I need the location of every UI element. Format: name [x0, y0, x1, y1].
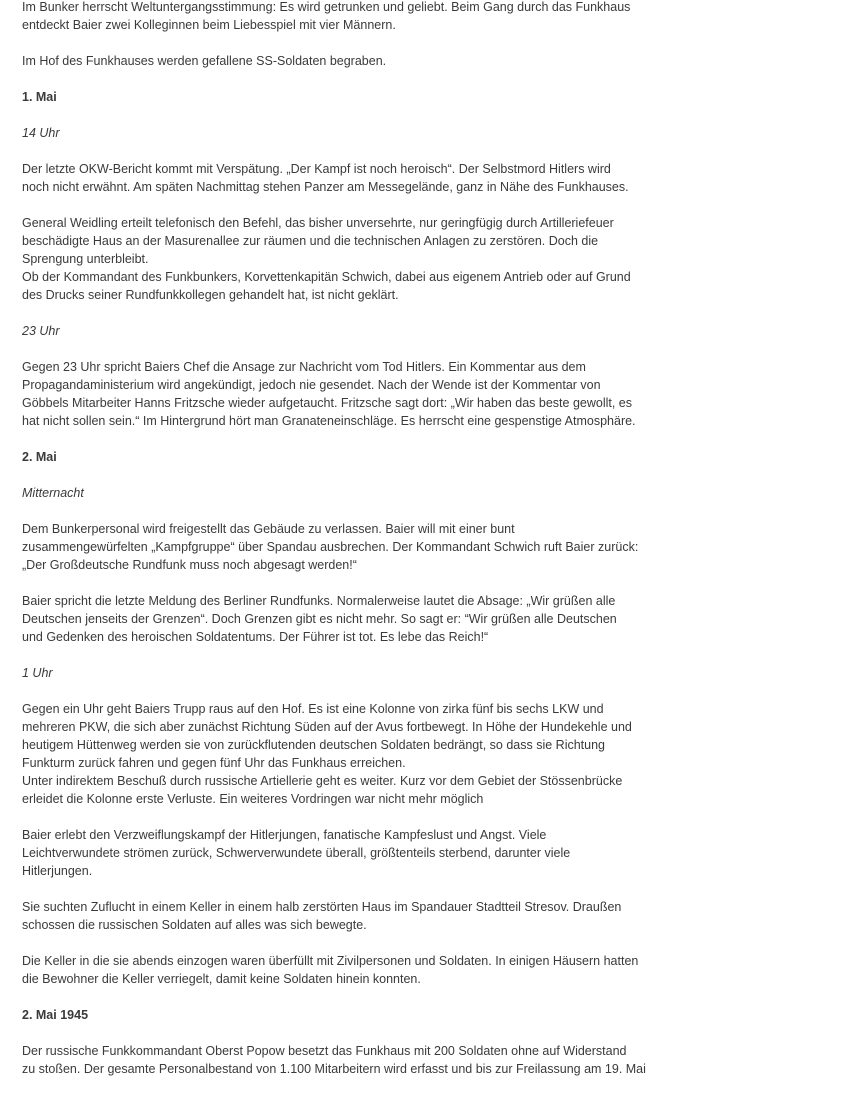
paragraph: Der letzte OKW-Bericht kommt mit Verspätung. „Der Kampf ist noch heroisch“. Der Selbstmord Hitlers wird noch nicht erwähnt. Am späten Nachmittag stehen Panzer am Messegelände, ganz in Nähe des Funkhauses.	[22, 162, 629, 194]
time-heading: 23 Uhr	[22, 324, 60, 338]
paragraph: Im Hof des Funkhauses werden gefallene SS-Soldaten begraben.	[22, 54, 387, 68]
date-heading: 1. Mai	[22, 90, 57, 104]
date-heading: 2. Mai 1945	[22, 1008, 89, 1022]
paragraph: Gegen 23 Uhr spricht Baiers Chef die Ansage zur Nachricht vom Tod Hitlers. Ein Kommentar aus dem Propagandaministerium wird angekündigt, jedoch nie gesendet. Nach der Wende ist der Kommentar von Göbbels Mitarbeiter Hanns Fritzsche wieder aufgetaucht. Fritzsche sagt dort: „Wir haben das beste gewollt, es hat nicht sollen sein.“ Im Hintergrund hört man Granateneinschläge. Es herrscht eine gespenstige Atmosphäre.	[22, 360, 636, 428]
article-body	[22, 0, 667, 1096]
paragraph: Sie suchten Zuflucht in einem Keller in einem halb zerstörten Haus im Spandauer Stadtteil Stresov. Draußen schossen die russischen Soldaten auf alles was sich bewegte.	[22, 900, 622, 932]
time-heading: Mitternacht	[22, 486, 84, 500]
paragraph: Im Bunker herrscht Weltuntergangsstimmung: Es wird getrunken und geliebt. Beim Gang durch das Funkhaus entdeckt Baier zwei Kolleginnen beim Liebesspiel mit vier Männern.	[22, 0, 631, 32]
paragraph: Die Keller in die sie abends einzogen waren überfüllt mit Zivilpersonen und Soldaten. In einigen Häusern hatten die Bewohner die Keller verriegelt, damit keine Soldaten hinein konnten.	[22, 954, 639, 986]
date-heading: 2. Mai	[22, 450, 57, 464]
time-heading: 14 Uhr	[22, 126, 60, 140]
paragraph: Dem Bunkerpersonal wird freigestellt das Gebäude zu verlassen. Baier will mit einer bunt zusammengewürfelten „Kampfgruppe“ über Spandau ausbrechen. Der Kommandant Schwich ruft Baier zurück: „Der Großdeutsche Rundfunk muss noch abgesagt werden!“	[22, 522, 639, 572]
paragraph: Gegen ein Uhr geht Baiers Trupp raus auf den Hof. Es ist eine Kolonne von zirka fünf bis sechs LKW und mehreren PKW, die sich aber zunächst Richtung Süden auf der Avus fortbewegt. In Höhe der Hundekehle und heutigem Hüttenweg werden sie von zurückflutenden deutschen Soldaten bedrängt, so dass sie Richtung Funkturm zurück fahren und gegen fünf Uhr das Funkhaus erreichen. Unter indirektem Beschuß durch russische Artiellerie geht es weiter. Kurz vor dem Gebiet der Stössenbrücke erleidet die Kolonne erste Verluste. Ein weiteres Vordringen war nicht mehr möglich	[22, 702, 632, 806]
paragraph: Der russische Funkkommandant Oberst Popow besetzt das Funkhaus mit 200 Soldaten ohne auf Widerstand zu stoßen. Der gesamte Personalbestand von 1.100 Mitarbeitern wird erfasst und bis zur Freilassung am 19. Mai	[22, 1044, 646, 1076]
time-heading: 1 Uhr	[22, 666, 53, 680]
paragraph: General Weidling erteilt telefonisch den Befehl, das bisher unversehrte, nur geringfügig durch Artilleriefeuer beschädigte Haus an der Masurenallee zur räumen und die technischen Anlagen zu zerstören. Doch die Sprengung unterbleibt. Ob der Kommandant des Funkbunkers, Korvettenkapitän Schwich, dabei aus eigenem Antrieb oder auf Grund des Drucks seiner Rundfunkkollegen gehandelt hat, ist nicht geklärt.	[22, 216, 631, 302]
paragraph: Baier spricht die letzte Meldung des Berliner Rundfunks. Normalerweise lautet die Absage: „Wir grüßen alle Deutschen jenseits der Grenzen“. Doch Grenzen gibt es nicht mehr. So sagt er: “Wir grüßen alle Deutschen und Gedenken des heroischen Soldatentums. Der Führer ist tot. Es lebe das Reich!“	[22, 594, 617, 644]
paragraph: Baier erlebt den Verzweiflungskampf der Hitlerjungen, fanatische Kampfeslust und Angst. Viele Leichtverwundete strömen zurück, Schwerverwundete überall, größtenteils sterbend, darunter viele Hitlerjungen.	[22, 828, 571, 878]
